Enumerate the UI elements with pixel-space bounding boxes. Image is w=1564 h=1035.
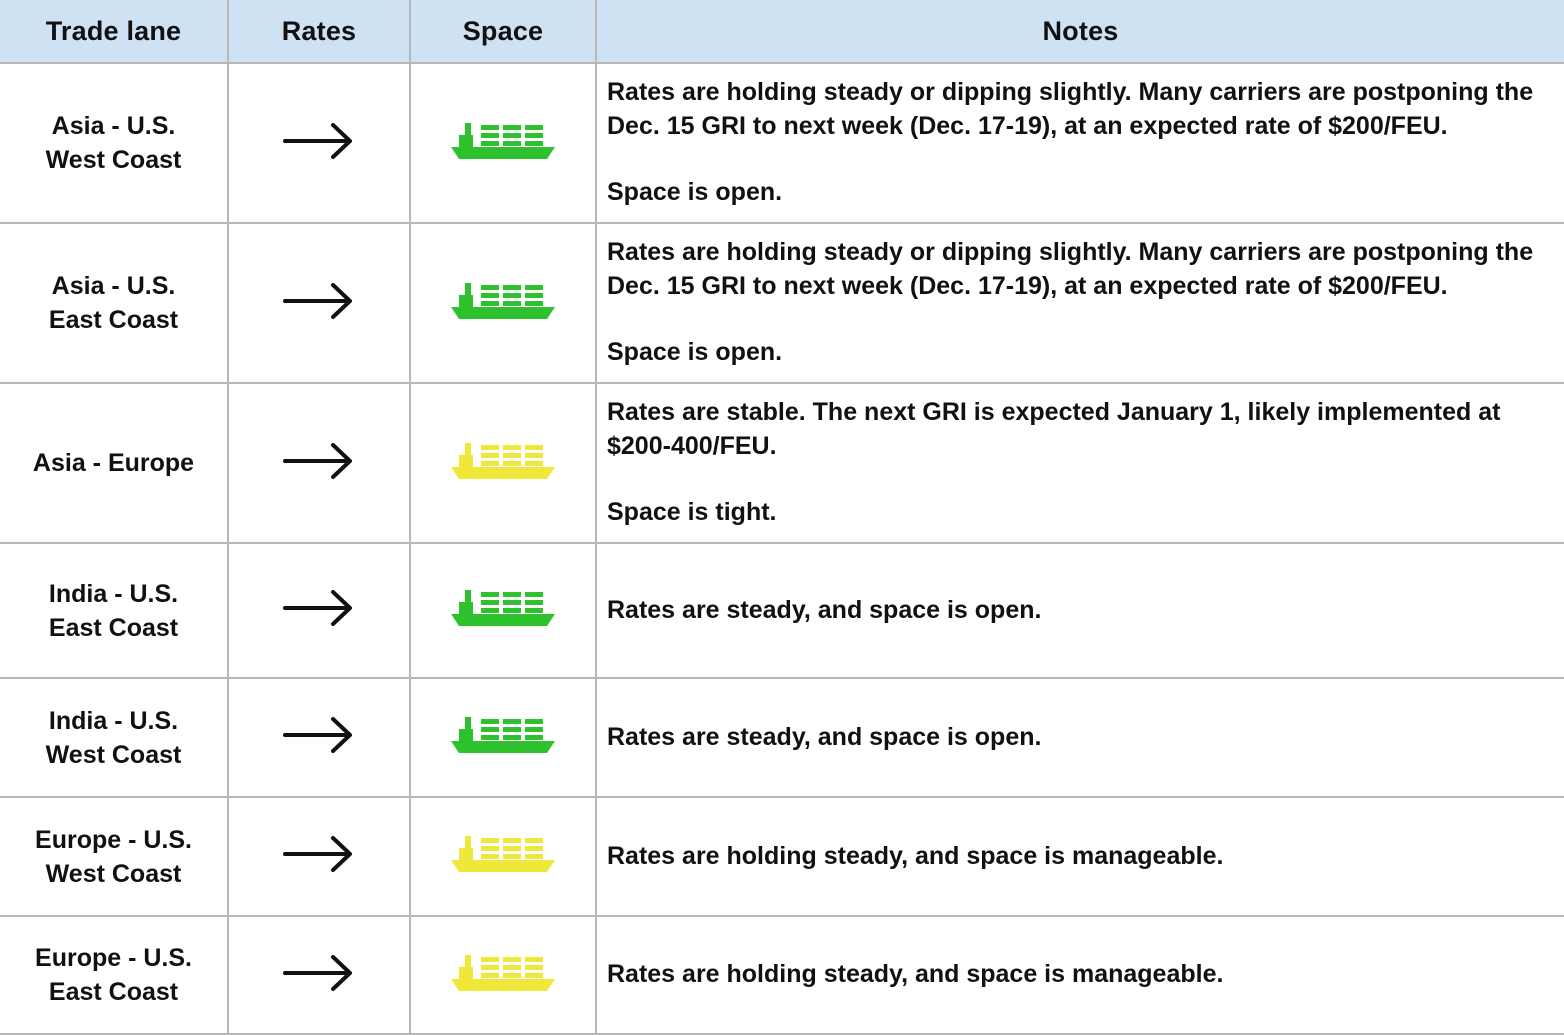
note-text: Rates are steady, and space is open. (607, 722, 1042, 751)
space-cell (410, 797, 596, 916)
table-row (0, 383, 1564, 543)
space-cell (410, 63, 596, 223)
trade-lane-header: Trade lane (0, 0, 228, 63)
space-status-text: Space is tight. (607, 498, 777, 526)
space-status-text: Space is open. (607, 338, 783, 366)
space-cell (410, 383, 596, 543)
note-text: Rates are holding steady or dipping slightly. Many carriers are postponing the Dec. 15 GRI to next week (Dec. 17-19), at an expected rate of $200/FEU. (607, 238, 1534, 300)
table-row (0, 916, 1564, 1034)
notes-cell (596, 223, 1564, 383)
table-row (0, 797, 1564, 916)
rates-header: Rates (228, 0, 410, 63)
rates-cell (228, 916, 410, 1034)
notes-cell (596, 797, 1564, 916)
trade-lane-cell: Europe - U.S. West Coast (0, 797, 228, 916)
right-arrow-icon (283, 715, 355, 755)
table-row (0, 543, 1564, 678)
trade-lane-cell: Asia - U.S. East Coast (0, 223, 228, 383)
note-text: Rates are holding steady or dipping slightly. Many carriers are postponing the Dec. 15 GRI to next week (Dec. 17-19), at an expected rate of $200/FEU. (607, 78, 1534, 140)
trade-lane-cell: India - U.S. East Coast (0, 543, 228, 678)
notes-cell (596, 916, 1564, 1034)
space-cell (410, 678, 596, 797)
right-arrow-icon (283, 281, 355, 321)
rates-cell (228, 678, 410, 797)
notes-cell (596, 543, 1564, 678)
space-status-text: Space is open. (607, 178, 783, 206)
right-arrow-icon (283, 953, 355, 993)
space-cell (410, 916, 596, 1034)
ship-icon (451, 715, 555, 755)
rates-cell (228, 223, 410, 383)
trade-lane-cell: Europe - U.S. East Coast (0, 916, 228, 1034)
ship-icon (451, 953, 555, 993)
note-text: Rates are holding steady, and space is manageable. (607, 841, 1224, 870)
rates-cell (228, 543, 410, 678)
note-text: Rates are stable. The next GRI is expected January 1, likely implemented at $200-400/FEU. (607, 398, 1501, 460)
right-arrow-icon (283, 121, 355, 161)
notes-cell (596, 678, 1564, 797)
ship-icon (451, 588, 555, 628)
table-row (0, 63, 1564, 223)
rates-cell (228, 383, 410, 543)
right-arrow-icon (283, 834, 355, 874)
ship-icon (451, 834, 555, 874)
right-arrow-icon (283, 441, 355, 481)
trade-lane-cell: Asia - U.S. West Coast (0, 63, 228, 223)
table-row (0, 678, 1564, 797)
rates-cell (228, 63, 410, 223)
header-row (0, 0, 1564, 63)
notes-cell (596, 63, 1564, 223)
note-text: Rates are steady, and space is open. (607, 595, 1042, 624)
notes-header: Notes (596, 0, 1564, 63)
ship-icon (451, 281, 555, 321)
trade-lane-cell: India - U.S. West Coast (0, 678, 228, 797)
trade-lane-cell: Asia - Europe (0, 383, 228, 543)
space-header: Space (410, 0, 596, 63)
notes-cell (596, 383, 1564, 543)
ship-icon (451, 441, 555, 481)
space-cell (410, 543, 596, 678)
note-text: Rates are holding steady, and space is manageable. (607, 960, 1224, 989)
space-cell (410, 223, 596, 383)
rates-cell (228, 797, 410, 916)
table-row (0, 223, 1564, 383)
right-arrow-icon (283, 588, 355, 628)
ship-icon (451, 121, 555, 161)
